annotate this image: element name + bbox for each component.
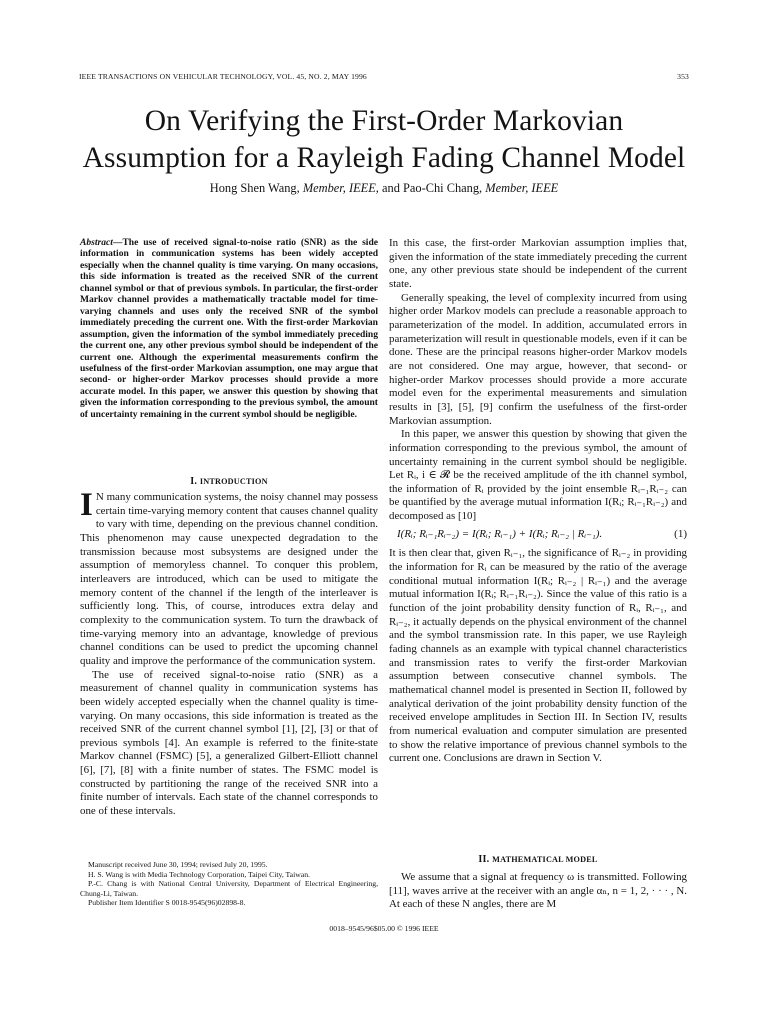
right-column bbox=[389, 237, 687, 766]
model-paragraph-1: We assume that a signal at frequency ω is transmitted. Following [11], waves arrive at the receiver with an angle αₙ, n = 1, 2, · · · , N. At each of these N angles, there are M bbox=[389, 871, 687, 911]
page-number: 353 bbox=[677, 72, 689, 81]
section-1-body bbox=[80, 487, 378, 819]
equation-1-number: (1) bbox=[674, 527, 687, 540]
journal-citation: IEEE TRANSACTIONS ON VEHICULAR TECHNOLOGY, VOL. 45, NO. 2, MAY 1996 bbox=[79, 72, 367, 81]
section-2-heading bbox=[389, 854, 687, 865]
author-1-role: Member, IEEE, bbox=[302, 181, 379, 195]
title-line-1: On Verifying the First-Order Markovian bbox=[144, 105, 624, 137]
footnote-author-2: P.-C. Chang is with National Central University, Department of Electrical Engineering, Chung-Li, Taiwan. bbox=[80, 879, 378, 898]
footnote-received: Manuscript received June 30, 1994; revised July 20, 1995. bbox=[88, 860, 268, 869]
equation-1-body: I(Rᵢ; Rᵢ₋₁Rᵢ₋₂) = I(Rᵢ; Rᵢ₋₁) + I(Rᵢ; Rᵢ₋₂ | Rᵢ₋₁). bbox=[397, 527, 603, 540]
section-2-title: MATHEMATICAL MODEL bbox=[492, 855, 598, 864]
abstract-label: Abstract— bbox=[80, 237, 123, 248]
title-line-2: Assumption for a Rayleigh Fading Channel Model bbox=[82, 142, 686, 174]
author-2-role: Member, IEEE bbox=[485, 181, 559, 195]
intro-paragraph-2: The use of received signal-to-noise ratio (SNR) as a measurement of channel quality in communication systems has been widely accepted especially when the channel quality is time-varying. On many occasions, this side information is treated as the received SNR of the current channel symbol [1], [2], [3] or that of previous symbols [4]. An example is referred to the finite-state Markov channel (FSMC) [5], a generalized Gilbert-Elliott channel [6], [7], [8] with a finite number of states. The FSMC model is constructed by partitioning the range of the received SNR into a finite number of intervals. Each state of the channel corresponds to one of these intervals. bbox=[80, 668, 378, 818]
author-line bbox=[60, 181, 708, 196]
copyright-footer: 0018–9545/96$05.00 © 1996 IEEE bbox=[329, 924, 439, 933]
section-1-heading bbox=[80, 476, 378, 487]
right-paragraph-3: In this paper, we answer this question by showing that given the information corresponding to the previous symbol, the amount of uncertainty remaining in the current symbol should be negligible. Let Rᵢ, i ∈ 𝓡 be the received amplitude of the ith channel symbol, the information of Rᵢ provided by the joint ensemble Rᵢ₋₁Rᵢ₋₂ can be quantified by the average mutual information I(Rᵢ; Rᵢ₋₁Rᵢ₋₂) and decomposed as [10] bbox=[389, 428, 687, 523]
right-paragraph-4: It is then clear that, given Rᵢ₋₁, the significance of Rᵢ₋₂ in providing the information for Rᵢ can be measured by the ratio of the average conditional mutual information I(Rᵢ; Rᵢ₋₂ | Rᵢ₋₁) and the average mutual information I(Rᵢ; Rᵢ₋₁Rᵢ₋₂). Since the value of this ratio is a function of the joint probability density function of Rᵢ, Rᵢ₋₁, and Rᵢ₋₂, it actually depends on the physical environment of the channel and the symbol transmission rate. In this paper, we use Rayleigh fading channels as an example with typical channel characteristics and transmission rates to verify the first-order Markovian assumption between consecutive channel symbols. The mathematical channel model is presented in Section II, followed by analytical derivation of the joint probability density function of the received envelope amplitudes in Section III. In Section IV, results from numerical evaluation and computer simulation are presented to show the relative importance of previous channel symbols to the current one. Conclusions are drawn in Section V. bbox=[389, 547, 687, 765]
drop-cap: I bbox=[80, 487, 93, 523]
author-2-name: Pao-Chi Chang, bbox=[403, 181, 483, 195]
author-conjunction: and bbox=[382, 181, 400, 195]
section-2-body bbox=[389, 871, 687, 912]
footnote-publisher-id: Publisher Item Identifier S 0018-9545(96)02898-8. bbox=[88, 898, 246, 907]
abstract bbox=[80, 237, 378, 420]
equation-1 bbox=[389, 528, 687, 542]
intro-paragraph-1 bbox=[80, 487, 378, 669]
footnote-author-1: H. S. Wang is with Media Technology Corporation, Taipei City, Taiwan. bbox=[88, 869, 310, 879]
intro-paragraph-1-text: N many communication systems, the noisy channel may possess certain time-varying memory content that causes channel quality to vary with time, depending on the previous channel condition. This phenomenon may cause unexpected degradation to the transmission because most subsystems are designed under the assumption of memoryless channel. To conquer this problem, interleavers are introduced, which can be used to mitigate the memory content of the channel if the length of the interleaver is sufficiently long. This, of course, introduces extra delay and complexity to the communication system. To turn the drawback of time-varying memory into an advantage, knowledge of previous channel conditions can be used to predict the upcoming channel quality and improve the performance of the communication system. bbox=[80, 491, 378, 667]
right-paragraph-2: Generally speaking, the level of complexity incurred from using higher order Markov models can preclude a reasonable approach to parameterization of the model. In addition, accumulated errors in parameterization will result in questionable models, even if it can be done. These are the principal reasons higher-order Markov models are not considered. One may argue, however, that second- or higher-order Markov processes should provide a more accurate model even for the experimental measurements and simulation results in [3], [5], [9] confirm the usefulness of the first-order Markovian assumption. bbox=[389, 291, 687, 427]
left-column bbox=[80, 237, 378, 420]
section-2-numeral: II. bbox=[478, 854, 490, 865]
section-1-numeral: I. bbox=[190, 476, 198, 487]
author-1-name: Hong Shen Wang, bbox=[209, 181, 300, 195]
footnotes bbox=[80, 860, 378, 908]
running-head bbox=[79, 72, 689, 81]
abstract-text: The use of received signal-to-noise ratio (SNR) as the side information in communication systems has been widely accepted especially when the channel quality is time varying. On many occasions, this side information is treated as the received SNR of the current channel symbol or that of previous symbols. In particular, the first-order Markov channel provides a mathematically tractable model for time-varying channels and uses only the received SNR of the symbol immediately preceding the current one. With the first-order Markovian assumption, given the information of the symbol immediately preceding the current one, any other previous symbol should be independent of the current one. Although the experimental measurements confirm the usefulness of the first-order Markovian assumption, one may argue that second- or higher-order Markov processes should provide a more accurate model. In this paper, we answer this question by showing that given the information corresponding to the previous symbol, the amount of uncertainty remaining in the current symbol should be negligible. bbox=[80, 237, 378, 420]
section-1-title: INTRODUCTION bbox=[199, 477, 268, 486]
right-paragraph-1: In this case, the first-order Markovian assumption implies that, given the information of the state immediately preceding the current one, any other previous state should be independent of the current state. bbox=[389, 237, 687, 290]
paper-title bbox=[60, 103, 708, 177]
